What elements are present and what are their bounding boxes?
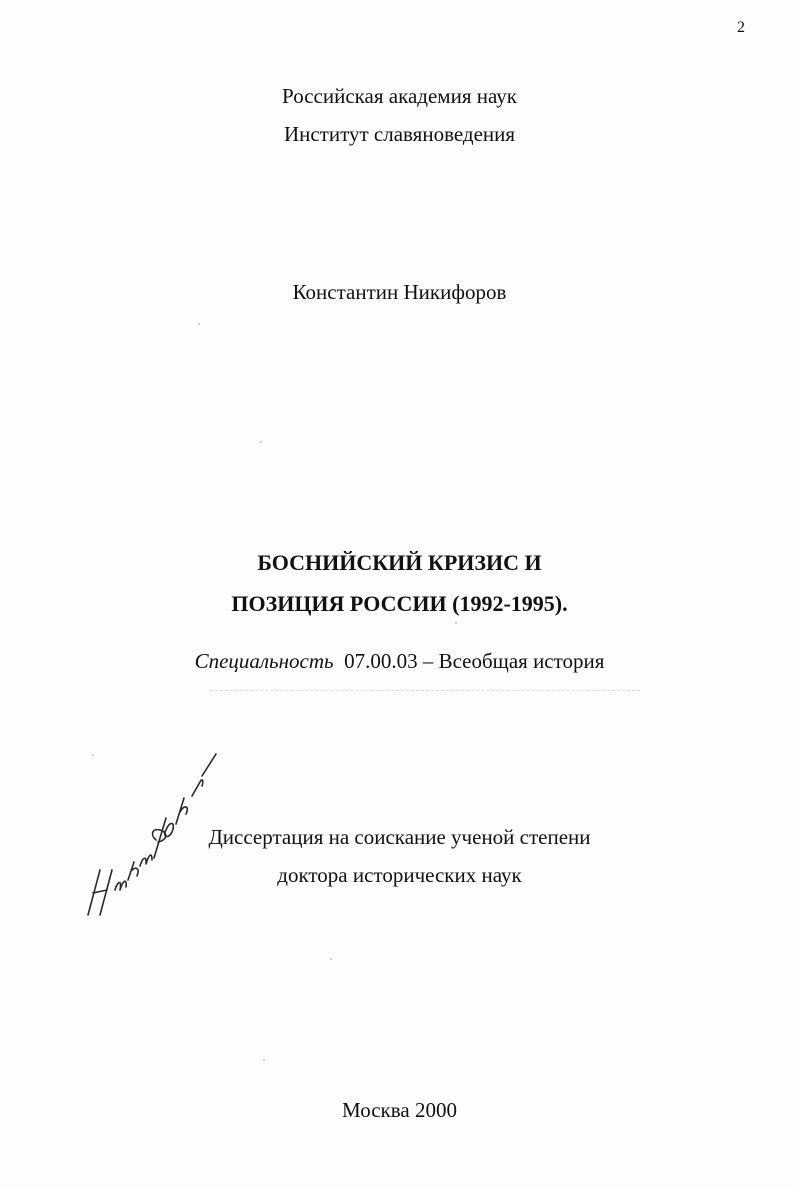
scan-speck [263, 1059, 265, 1061]
scan-speck [198, 323, 200, 325]
title-line-2: ПОЗИЦИЯ РОССИИ (1992-1995). [231, 591, 568, 616]
handwritten-signature [60, 740, 230, 940]
academy-name: Российская академия наук [282, 84, 517, 108]
dissertation-line-1: Диссертация на соискание ученой степени [208, 825, 591, 849]
scan-speck [260, 441, 262, 443]
institute-name: Институт славяноведения [283, 122, 516, 146]
specialty-line [0, 648, 799, 674]
place-year: Москва 2000 [342, 1098, 457, 1122]
page-number: 2 [737, 19, 745, 36]
specialty-value: 07.00.03 – Всеобщая история [344, 649, 605, 673]
scan-speck [92, 754, 94, 756]
dissertation-line-2: доктора исторических наук [277, 863, 522, 887]
author-name: Константин Никифоров [292, 280, 507, 304]
specialty-label: Специальность [194, 649, 334, 673]
scan-speck [455, 622, 457, 624]
title-line-1: БОСНИЙСКИЙ КРИЗИС И [257, 550, 542, 575]
scan-artifact-rule [210, 690, 640, 693]
scan-speck [330, 958, 332, 960]
